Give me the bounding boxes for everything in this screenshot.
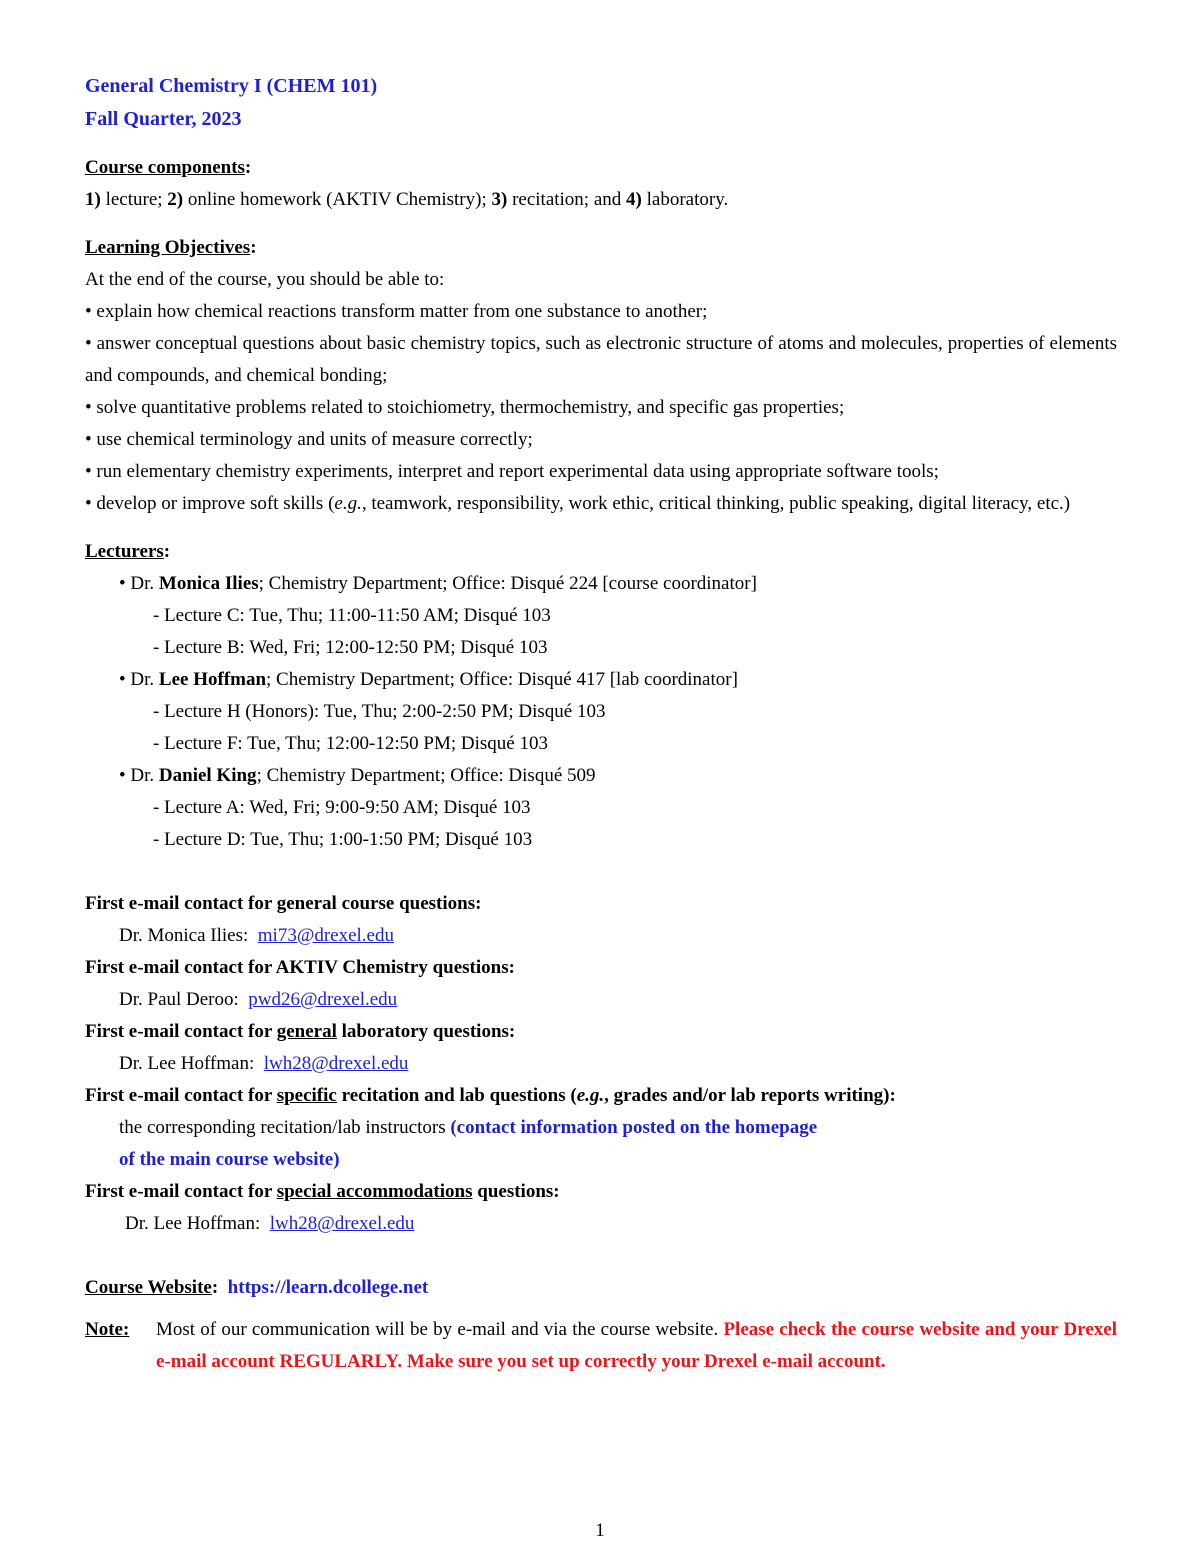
objectives-heading: Learning Objectives: — [85, 237, 257, 258]
page-number: 1 — [595, 1520, 605, 1541]
contact-specific-line2: of the main course website) — [119, 1149, 340, 1170]
email-link[interactable]: lwh28@drexel.edu — [269, 1213, 415, 1234]
contact-lab: Dr. Lee Hoffman: lwh28@drexel.edu — [119, 1053, 409, 1074]
document-page — [85, 70, 1117, 1378]
course-term: Fall Quarter, 2023 — [85, 108, 242, 130]
contact-general-heading: First e-mail contact for general course questions: — [85, 893, 482, 914]
objectives-intro: At the end of the course, you should be able to: — [85, 269, 445, 290]
lecture-slot: - Lecture H (Honors): Tue, Thu; 2:00-2:50 PM; Disqué 103 — [153, 701, 606, 722]
contact-aktiv: Dr. Paul Deroo: pwd26@drexel.edu — [119, 989, 398, 1010]
objective-item: • develop or improve soft skills (e.g., teamwork, responsibility, work ethic, critical thinking, public speaking, digital literacy, etc.) — [85, 493, 1071, 514]
lecturers-heading: Lecturers: — [85, 541, 171, 562]
objective-item: • answer conceptual questions about basic chemistry topics, such as electronic structure of atoms and molecules, properties of elements and compounds, and chemical bonding; — [85, 333, 1117, 386]
email-link[interactable]: mi73@drexel.edu — [257, 925, 394, 946]
contact-specific-line1: the corresponding recitation/lab instructors (contact information posted on the homepage — [119, 1117, 818, 1138]
note-label: Note: — [85, 1319, 130, 1340]
contact-aktiv-heading: First e-mail contact for AKTIV Chemistry questions: — [85, 957, 515, 978]
email-link[interactable]: lwh28@drexel.edu — [263, 1053, 409, 1074]
components-list: 1) lecture; 2) online homework (AKTIV Chemistry); 3) recitation; and 4) laboratory. — [85, 189, 729, 210]
objective-item: • explain how chemical reactions transform matter from one substance to another; — [85, 301, 708, 322]
contact-specific-heading: First e-mail contact for specific recitation and lab questions (e.g., grades and/or lab reports writing): — [85, 1085, 896, 1106]
lecturer-entry: • Dr. Monica Ilies; Chemistry Department; Office: Disqué 224 [course coordinator] — [119, 573, 757, 594]
lecturer-entry: • Dr. Daniel King; Chemistry Department; Office: Disqué 509 — [119, 765, 596, 786]
note-block — [85, 1314, 1117, 1378]
contact-accommodations-heading: First e-mail contact for special accommodations questions: — [85, 1181, 560, 1202]
course-website: Course Website: https://learn.dcollege.net — [85, 1277, 429, 1298]
objective-item: • use chemical terminology and units of measure correctly; — [85, 429, 533, 450]
lecture-slot: - Lecture F: Tue, Thu; 12:00-12:50 PM; Disqué 103 — [153, 733, 548, 754]
note-text: Most of our communication will be by e-mail and via the course website. Please check the course website and your Drexel e-mail account REGULARLY. Make sure you set up correctly your Drexel e-mail account. — [156, 1319, 1117, 1372]
objective-item: • solve quantitative problems related to stoichiometry, thermochemistry, and specific gas properties; — [85, 397, 845, 418]
website-link[interactable]: https://learn.dcollege.net — [227, 1277, 429, 1298]
contact-general: Dr. Monica Ilies: mi73@drexel.edu — [119, 925, 394, 946]
lecture-slot: - Lecture A: Wed, Fri; 9:00-9:50 AM; Disqué 103 — [153, 797, 531, 818]
lecture-slot: - Lecture D: Tue, Thu; 1:00-1:50 PM; Disqué 103 — [153, 829, 533, 850]
lecture-slot: - Lecture B: Wed, Fri; 12:00-12:50 PM; Disqué 103 — [153, 637, 548, 658]
components-heading: Course components: — [85, 157, 252, 178]
objective-item: • run elementary chemistry experiments, interpret and report experimental data using appropriate software tools; — [85, 461, 939, 482]
email-link[interactable]: pwd26@drexel.edu — [248, 989, 398, 1010]
course-title: General Chemistry I (CHEM 101) — [85, 75, 378, 97]
contact-lab-heading: First e-mail contact for general laboratory questions: — [85, 1021, 516, 1042]
lecture-slot: - Lecture C: Tue, Thu; 11:00-11:50 AM; Disqué 103 — [153, 605, 551, 626]
lecturer-entry: • Dr. Lee Hoffman; Chemistry Department; Office: Disqué 417 [lab coordinator] — [119, 669, 738, 690]
contact-accommodations: Dr. Lee Hoffman: lwh28@drexel.edu — [125, 1213, 415, 1234]
